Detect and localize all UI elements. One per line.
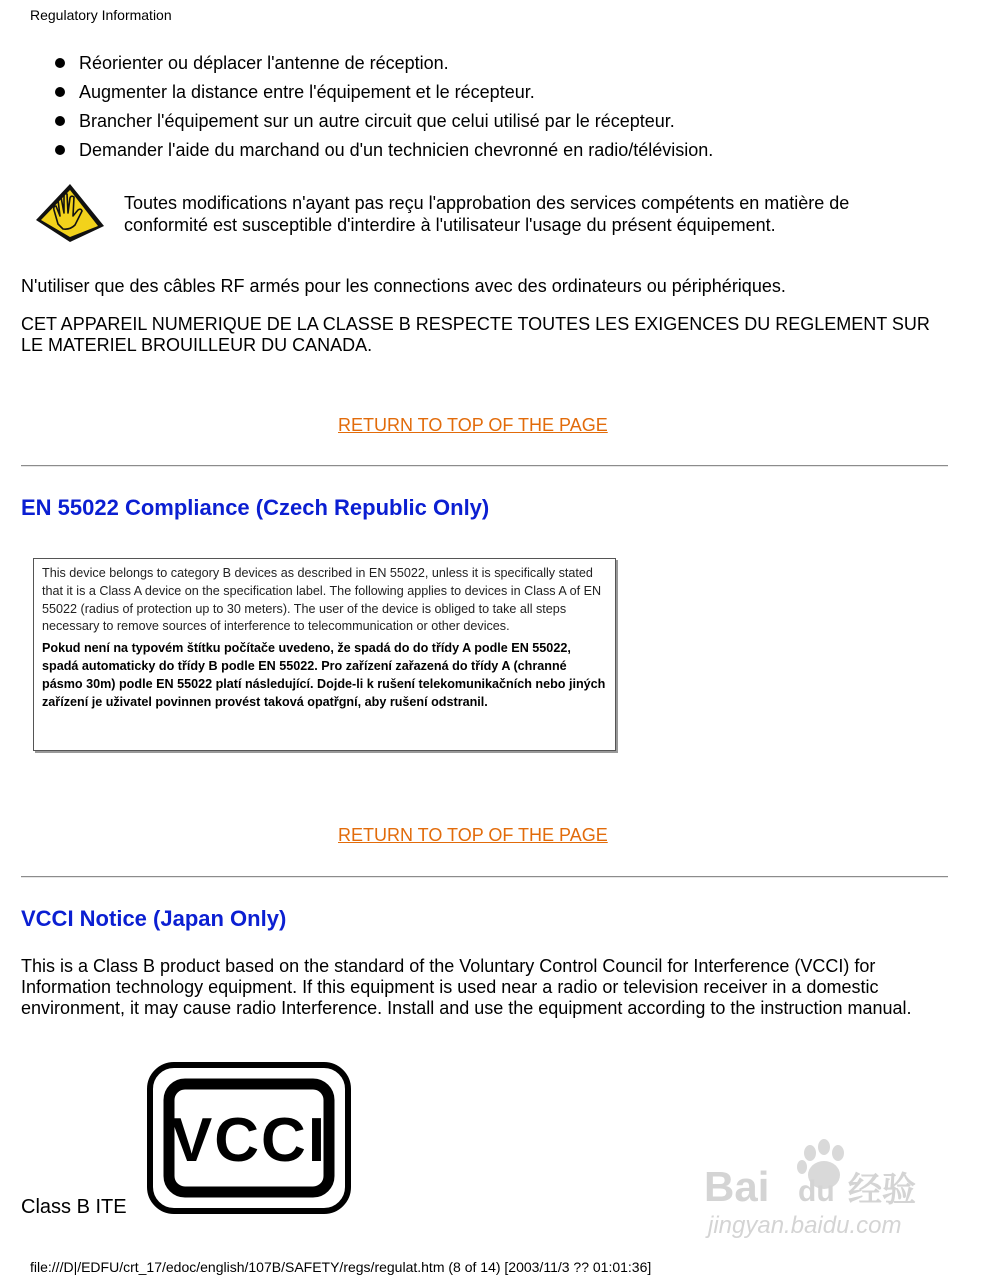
list-item-text: Réorienter ou déplacer l'antenne de réception. bbox=[79, 53, 449, 73]
vcci-heading: VCCI Notice (Japan Only) bbox=[21, 906, 287, 931]
en55022-heading: EN 55022 Compliance (Czech Republic Only) bbox=[21, 495, 490, 520]
notice-text-english: This device belongs to category B devices as described in EN 55022, unless it is specifically stated that it is a Class A device on the specification label. The following applies to devices in Class A of EN 55022 (radius of protection up to 30 meters). The user of the device is obliged to take all steps necessary to remove sources of interference to telecommunication or other devices. bbox=[42, 566, 602, 634]
bullet-icon bbox=[55, 116, 65, 126]
paw-icon bbox=[700, 1135, 940, 1245]
list-item-text: Demander l'aide du marchand ou d'un technicien chevronné en radio/télévision. bbox=[79, 140, 714, 160]
return-to-top-link[interactable]: RETURN TO TOP OF THE PAGE bbox=[338, 415, 608, 435]
watermark-url: jingyan.baidu.com bbox=[708, 1212, 902, 1239]
canada-compliance-note: CET APPAREIL NUMERIQUE DE LA CLASSE B RESPECTE TOUTES LES EXIGENCES DU REGLEMENT SUR LE MATERIEL BROUILLEUR DU CANADA. bbox=[21, 314, 930, 355]
baidu-watermark bbox=[700, 1135, 940, 1245]
vcci-logo-text: VCCI bbox=[170, 1106, 328, 1175]
bullet-icon bbox=[55, 58, 65, 68]
bullet-list bbox=[55, 52, 713, 168]
page-header: Regulatory Information bbox=[30, 7, 172, 23]
vcci-text: This is a Class B product based on the standard of the Voluntary Control Council for Interference (VCCI) for Information technology equipment. If this equipment is used near a radio or television receiver in a domestic environment, it may cause radio Interference. Install and use the equipment according to the instruction manual. bbox=[21, 956, 912, 1018]
class-b-label: Class B ITE bbox=[21, 1196, 127, 1218]
rf-cable-note: N'utiliser que des câbles RF armés pour les connections avec des ordinateurs ou périphériques. bbox=[21, 276, 786, 296]
list-item bbox=[55, 52, 713, 81]
watermark-brand: Bai bbox=[704, 1163, 770, 1210]
bullet-icon bbox=[55, 87, 65, 97]
watermark-cn: 经验 bbox=[848, 1170, 916, 1210]
warning-hand-icon bbox=[30, 180, 108, 246]
list-item bbox=[55, 81, 713, 110]
watermark-brand-du: du bbox=[798, 1175, 835, 1208]
list-item-text: Brancher l'équipement sur un autre circuit que celui utilisé par le récepteur. bbox=[79, 111, 675, 131]
divider bbox=[21, 465, 948, 467]
divider bbox=[21, 876, 948, 878]
list-item-text: Augmenter la distance entre l'équipement et le récepteur. bbox=[79, 82, 535, 102]
list-item bbox=[55, 110, 713, 139]
notice-text-czech: Pokud není na typovém štítku počítače uvedeno, že spadá do do třídy A podle EN 55022, spadá automaticky do třídy B podle EN 55022. Pro zařízení zařazená do třídy A (chranné pásmo 30m) podle EN 55022 platí následující. Dojde-li k rušení telekomunikačních nebo jiných zařízení je uživatel povinnen provést taková opatřgní, aby rušení odstranil. bbox=[42, 641, 606, 709]
return-to-top-link[interactable]: RETURN TO TOP OF THE PAGE bbox=[338, 825, 608, 845]
list-item bbox=[55, 139, 713, 168]
vcci-logo bbox=[147, 1062, 351, 1214]
en55022-notice-image bbox=[33, 558, 616, 751]
bullet-icon bbox=[55, 145, 65, 155]
warning-text: Toutes modifications n'ayant pas reçu l'approbation des services compétents en matière de conformité est susceptible d'interdire à l'utilisateur l'usage du présent équipement. bbox=[124, 193, 850, 235]
page-footer: file:///D|/EDFU/crt_17/edoc/english/107B/SAFETY/regs/regulat.htm (8 of 14) [2003/11/3 ?? 01:01:36] bbox=[30, 1259, 652, 1275]
